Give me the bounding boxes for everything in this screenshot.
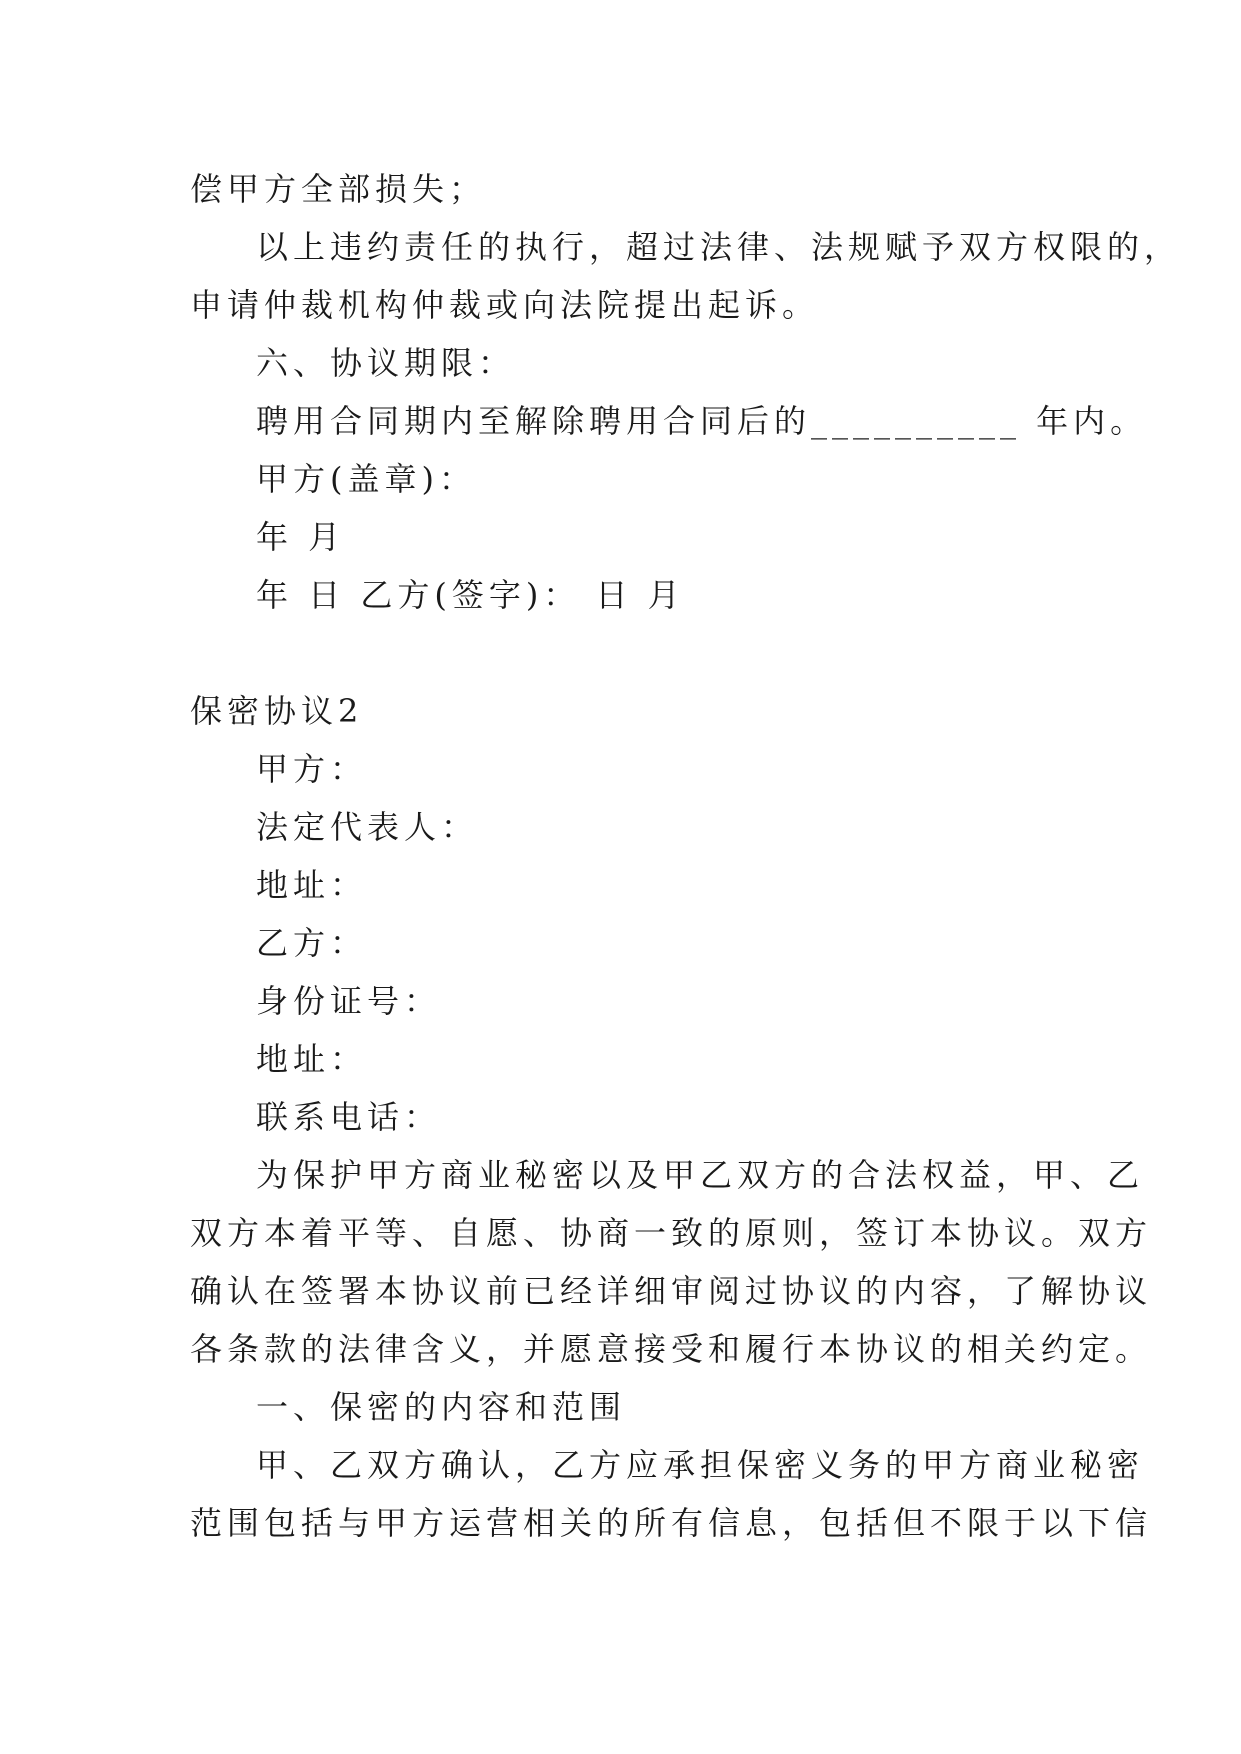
field-address-b: 地址： xyxy=(256,1040,368,1078)
paragraph-line: 范围包括与甲方运营相关的所有信息，包括但不限于以下信 xyxy=(190,1504,1153,1542)
date-line: 年 月 xyxy=(256,518,346,556)
field-id-number: 身份证号： xyxy=(256,982,442,1020)
paragraph-line: 申请仲裁机构仲裁或向法院提出起诉。 xyxy=(190,286,820,324)
paragraph-line: 甲、乙双方确认，乙方应承担保密义务的甲方商业秘密 xyxy=(256,1446,1145,1484)
field-party-a: 甲方： xyxy=(256,750,368,788)
signature-line-party-b: 年 日 乙方(签字)： 日 月 xyxy=(256,576,685,614)
field-address-a: 地址： xyxy=(256,866,368,904)
paragraph-line: 各条款的法律含义，并愿意接受和履行本协议的相关约定。 xyxy=(190,1330,1153,1368)
document-title: 保密协议2 xyxy=(190,692,364,730)
paragraph-line: 双方本着平等、自愿、协商一致的原则，签订本协议。双方 xyxy=(190,1214,1153,1252)
paragraph-line: 确认在签署本协议前已经详细审阅过协议的内容，了解协议 xyxy=(190,1272,1153,1310)
paragraph-line: 偿甲方全部损失； xyxy=(190,170,487,208)
paragraph-line: 聘用合同期内至解除聘用合同后的__________ 年内。 xyxy=(256,402,1148,440)
document-body xyxy=(190,160,1182,1552)
paragraph-line: 以上违约责任的执行，超过法律、法规赋予双方权限的， xyxy=(256,228,1182,266)
signature-line-party-a: 甲方(盖章)： xyxy=(256,460,476,498)
section-gap xyxy=(190,624,1070,682)
section-heading: 六、协议期限： xyxy=(256,344,516,382)
field-legal-representative: 法定代表人： xyxy=(256,808,479,846)
field-party-b: 乙方： xyxy=(256,924,368,962)
paragraph-line: 为保护甲方商业秘密以及甲乙双方的合法权益，甲、乙 xyxy=(256,1156,1145,1194)
field-phone: 联系电话： xyxy=(256,1098,442,1136)
section-heading: 一、保密的内容和范围 xyxy=(256,1388,627,1426)
